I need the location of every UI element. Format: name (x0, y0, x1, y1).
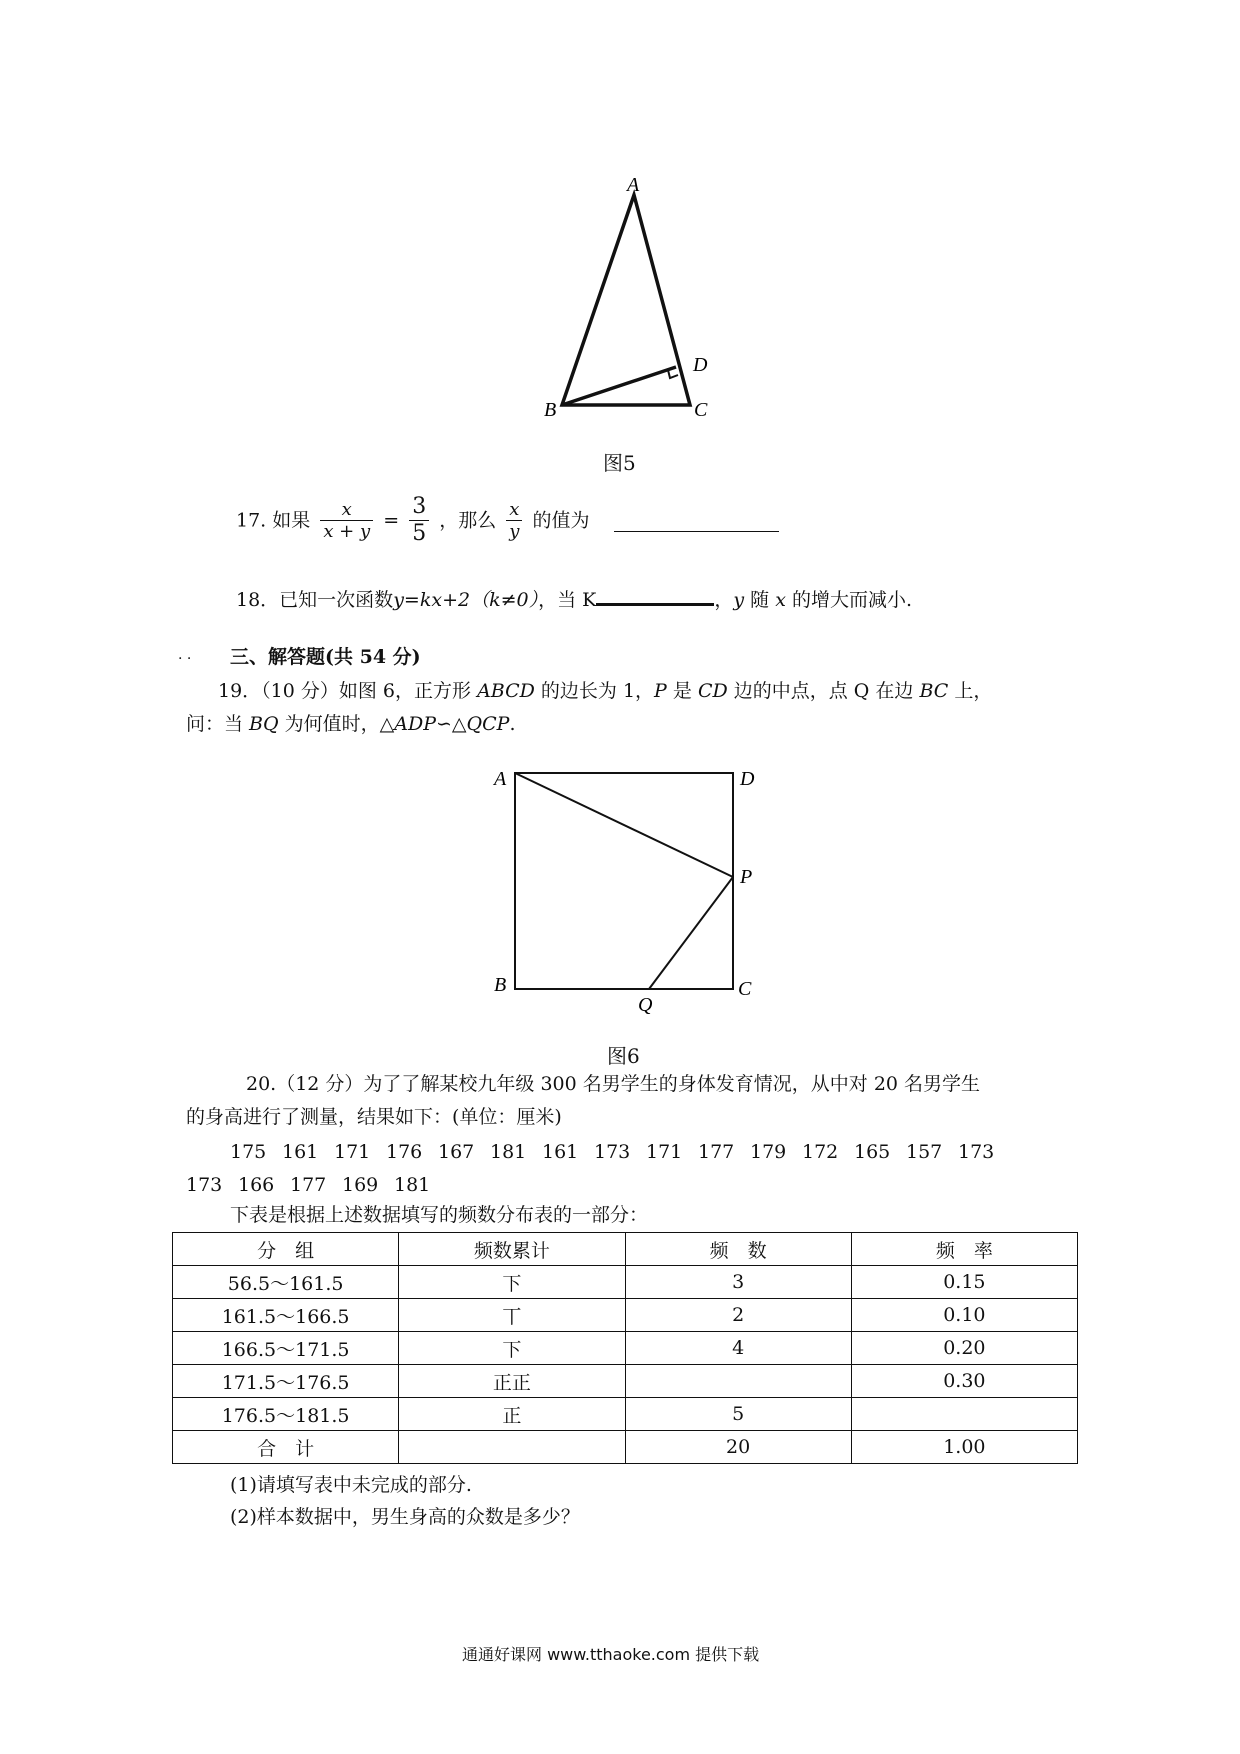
frequency-table (172, 1232, 1078, 1464)
q17-equals: = (383, 509, 400, 532)
table-total-row (173, 1431, 1078, 1464)
header-relative-frequency: 频 率 (851, 1233, 1077, 1266)
q18-x: x (775, 589, 786, 611)
height-value: 173 (186, 1174, 223, 1196)
height-value: 177 (290, 1174, 327, 1196)
label-d: D (693, 354, 708, 376)
cell-frequency: 3 (625, 1266, 851, 1299)
q19-l2-d: ADP (394, 713, 436, 735)
figure-5-triangle (530, 175, 730, 425)
header-frequency: 频 数 (625, 1233, 851, 1266)
height-value: 173 (958, 1141, 995, 1163)
q17-fraction-3-5 (409, 494, 429, 548)
cell-frequency: 4 (625, 1332, 851, 1365)
q17-frac1-den: x + y (323, 521, 371, 543)
page-footer: 通通好课网 www.tthaoke.com 提供下载 (462, 1645, 760, 1664)
cell-total-label: 合 计 (173, 1431, 399, 1464)
cell-frequency: 2 (625, 1299, 851, 1332)
height-value: 175 (230, 1141, 267, 1163)
question-20-line-1: 20.（12 分）为了了解某校九年级 300 名男学生的身体发育情况，从中对 20 名男学生 (246, 1073, 981, 1095)
table-row (173, 1332, 1078, 1365)
q17-fraction-x-over-x-plus-y (320, 499, 373, 543)
cell-group: 161.5～166.5 (173, 1299, 399, 1332)
cell-group: 166.5～171.5 (173, 1332, 399, 1365)
q19-l1-h: BC (919, 680, 949, 702)
q19-l1-d: P (654, 680, 667, 702)
cell-relative-frequency: 0.15 (851, 1266, 1077, 1299)
q19-l2-b: BQ (249, 713, 279, 735)
q19-l2-a: 问：当 (186, 713, 250, 735)
q18-y: y (733, 589, 745, 611)
label-c: C (694, 399, 708, 421)
height-value: 166 (238, 1174, 275, 1196)
cell-tally: 丅 (399, 1299, 625, 1332)
q18-part5: 的增大而减小. (785, 589, 912, 611)
cell-tally: 正正 (399, 1365, 625, 1398)
q19-l2-c: 为何值时，△ (278, 713, 395, 735)
cell-group: 171.5～176.5 (173, 1365, 399, 1398)
q18-answer-blank[interactable] (596, 585, 714, 606)
height-data-row-1 (230, 1141, 1010, 1163)
cell-tally: 下 (399, 1332, 625, 1365)
cell-frequency-blank[interactable] (625, 1365, 851, 1398)
height-value: 181 (394, 1174, 431, 1196)
header-tally: 频数累计 (399, 1233, 625, 1266)
q17-suffix: 的值为 (532, 509, 590, 532)
label-c: C (738, 978, 752, 1000)
cell-relative-frequency-blank[interactable] (851, 1398, 1077, 1431)
header-group: 分 组 (173, 1233, 399, 1266)
height-value: 167 (438, 1141, 475, 1163)
cell-tally: 下 (399, 1266, 625, 1299)
section-3-dots: . . (178, 647, 192, 663)
height-value: 176 (386, 1141, 423, 1163)
q17-frac2-num: 3 (409, 494, 429, 521)
question-20-line-2: 的身高进行了测量，结果如下：(单位：厘米) (186, 1106, 562, 1128)
table-intro: 下表是根据上述数据填写的频数分布表的一部分： (230, 1204, 649, 1226)
cell-relative-frequency: 0.10 (851, 1299, 1077, 1332)
q17-frac1-num: x (320, 499, 373, 522)
label-d: D (740, 768, 755, 790)
height-data-row-2 (186, 1174, 446, 1196)
square-abcd (515, 773, 733, 989)
height-value: 173 (594, 1141, 631, 1163)
cell-tally (399, 1431, 625, 1464)
segment-bd (562, 367, 676, 405)
q17-frac3-den: y (509, 521, 520, 543)
q18-function: y=kx+2（k≠0） (393, 589, 539, 611)
height-value: 165 (854, 1141, 891, 1163)
q17-fraction-x-over-y (506, 499, 522, 543)
question-17 (236, 494, 779, 548)
q19-l1-a: 19．（10 分）如图 6，正方形 (218, 680, 478, 702)
q19-l1-e: 是 (666, 680, 698, 702)
figure-6-caption: 图6 (607, 1044, 640, 1068)
q18-part2: ，当 K (538, 589, 597, 611)
label-b: B (544, 399, 557, 421)
q18-part4: 随 (744, 589, 776, 611)
table-row (173, 1365, 1078, 1398)
q19-l2-f: QCP (466, 713, 510, 735)
label-b: B (494, 974, 507, 996)
figure-6-square (480, 755, 770, 1025)
table-header-row (173, 1233, 1078, 1266)
label-q: Q (638, 994, 653, 1016)
height-value: 177 (698, 1141, 735, 1163)
cell-group: 176.5～181.5 (173, 1398, 399, 1431)
cell-relative-frequency: 0.30 (851, 1365, 1077, 1398)
label-p: P (740, 866, 753, 888)
section-3-title: 三、解答题(共 54 分) (230, 646, 421, 668)
q20-sub-question-2: (2)样本数据中，男生身高的众数是多少？ (230, 1506, 580, 1528)
q20-sub-question-1: (1)请填写表中未完成的部分. (230, 1474, 472, 1496)
label-a: A (494, 768, 507, 790)
q17-frac2-den: 5 (412, 521, 427, 547)
q19-l1-b: ABCD (477, 680, 535, 702)
q19-l1-c: 的边长为 1， (534, 680, 655, 702)
figure-5-caption: 图5 (603, 451, 636, 475)
height-value: 171 (646, 1141, 683, 1163)
label-a: A (627, 175, 640, 196)
table-row (173, 1299, 1078, 1332)
q19-l1-i: 上， (948, 680, 993, 702)
table-row (173, 1398, 1078, 1431)
question-18 (236, 585, 912, 610)
cell-total-relative-frequency: 1.00 (851, 1431, 1077, 1464)
q18-part3: ， (714, 589, 734, 611)
right-angle-mark (668, 370, 678, 378)
table-row (173, 1266, 1078, 1299)
height-value: 161 (282, 1141, 319, 1163)
height-value: 171 (334, 1141, 371, 1163)
height-value: 161 (542, 1141, 579, 1163)
height-value: 172 (802, 1141, 839, 1163)
height-value: 181 (490, 1141, 527, 1163)
q17-mid: ，那么 (439, 509, 497, 532)
q19-l1-f: CD (697, 680, 728, 702)
cell-frequency: 5 (625, 1398, 851, 1431)
q19-l1-g: 边的中点，点 Q 在边 (727, 680, 920, 702)
cell-relative-frequency: 0.20 (851, 1332, 1077, 1365)
height-value: 169 (342, 1174, 379, 1196)
q19-l2-e: ∽△ (436, 713, 467, 735)
question-19-line-1 (218, 682, 992, 701)
q18-part1: 18．已知一次函数 (236, 589, 394, 611)
triangle-abc (562, 195, 690, 405)
q17-prefix: 17. 如果 (236, 509, 311, 532)
height-value: 179 (750, 1141, 787, 1163)
q17-answer-blank[interactable] (614, 509, 779, 532)
q17-frac3-num: x (506, 499, 522, 522)
q19-l2-g: . (509, 713, 516, 735)
cell-group: 56.5～161.5 (173, 1266, 399, 1299)
segment-ap (515, 773, 733, 877)
question-19-line-2 (186, 715, 516, 734)
cell-tally: 正 (399, 1398, 625, 1431)
segment-pq (649, 877, 733, 989)
cell-total-frequency: 20 (625, 1431, 851, 1464)
height-value: 157 (906, 1141, 943, 1163)
